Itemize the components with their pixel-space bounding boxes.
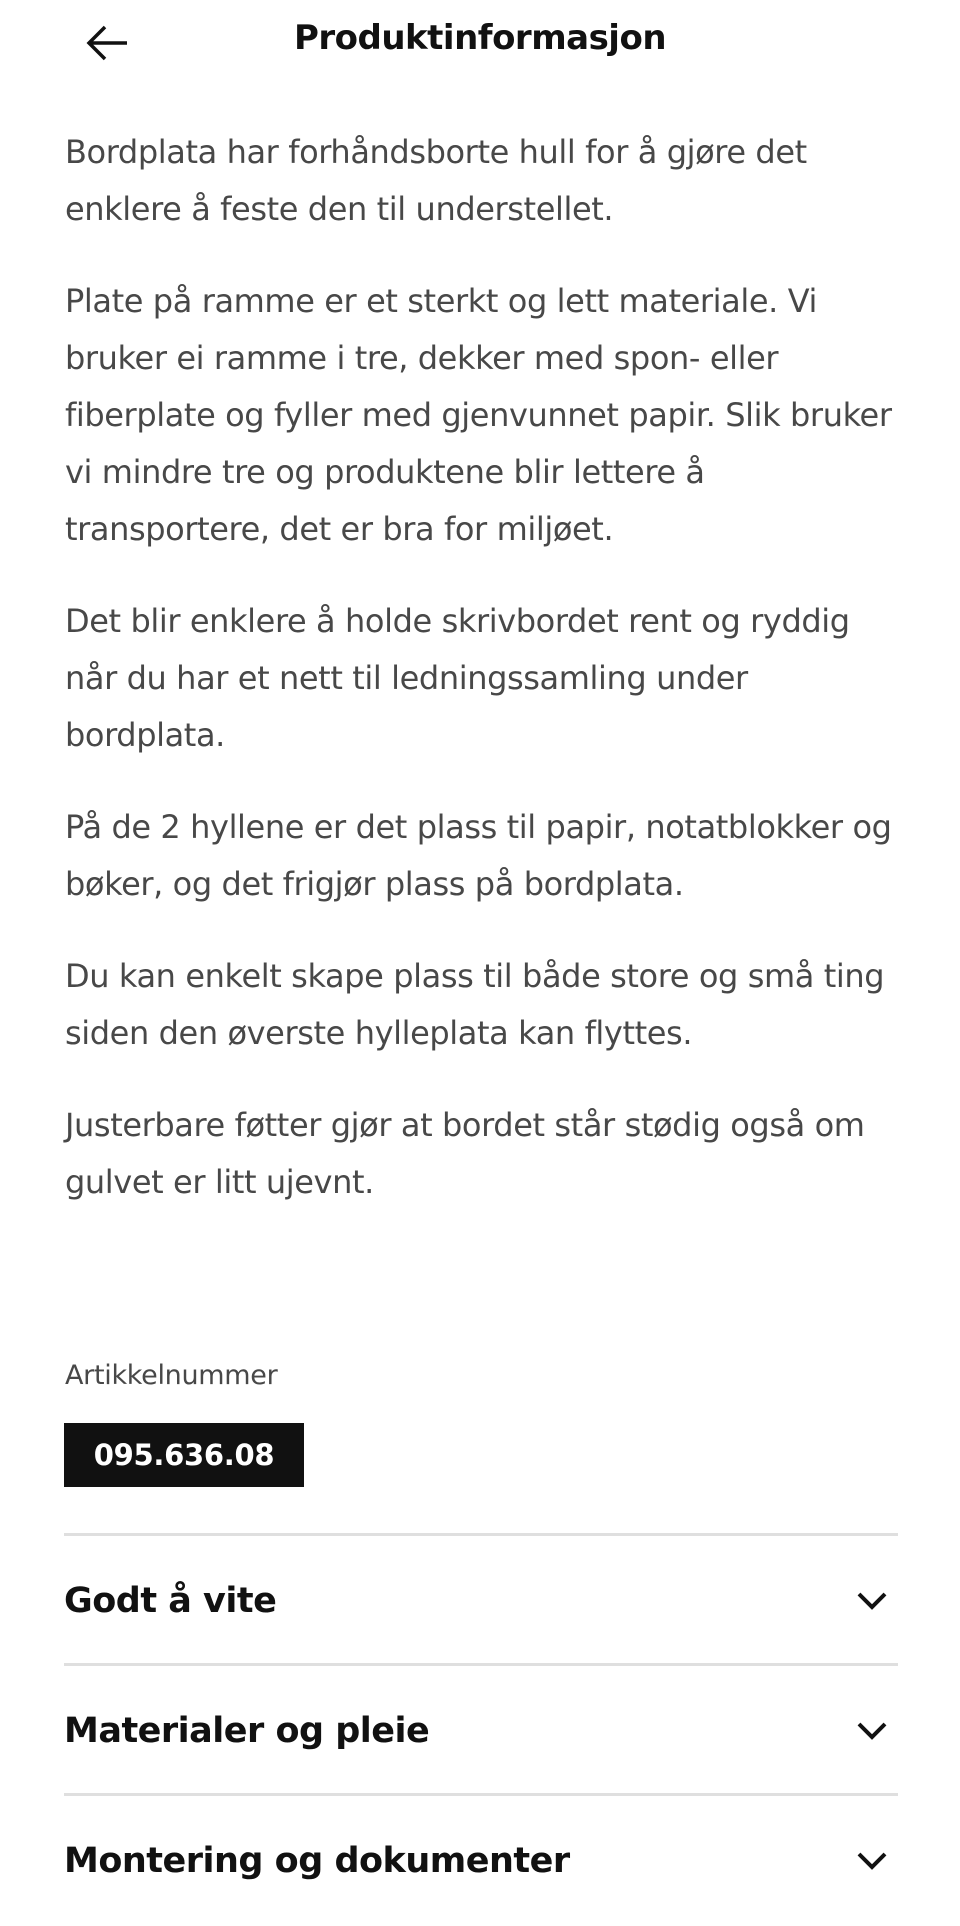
description-paragraph: Du kan enkelt skape plass til både store og små ting siden den øverste hylleplata kan flyttes. bbox=[65, 957, 885, 1052]
page-title: Produktinformasjon bbox=[293, 18, 667, 58]
accordion-good-to-know[interactable] bbox=[64, 1533, 898, 1666]
description-paragraph: Plate på ramme er et sterkt og lett materiale. Vi bruker ei ramme i tre, dekker med spon- eller fiberplate og fyller med gjenvunnet papir. Slik bruker vi mindre tre og produktene blir lettere å transportere, det er bra for miljøet. bbox=[65, 282, 892, 548]
accordion-materials-care[interactable] bbox=[64, 1663, 898, 1796]
description-paragraph: Det blir enklere å holde skrivbordet rent og ryddig når du har et nett til ledningssamling under bordplata. bbox=[65, 602, 850, 754]
chevron-down-icon bbox=[852, 1581, 892, 1621]
article-number-label: Artikkelnummer bbox=[65, 1360, 278, 1391]
description-paragraph: Bordplata har forhåndsborte hull for å gjøre det enklere å feste den til understellet. bbox=[65, 133, 807, 228]
accordion-label: Montering og dokumenter bbox=[64, 1841, 570, 1881]
chevron-down-icon bbox=[852, 1841, 892, 1881]
description-paragraph: På de 2 hyllene er det plass til papir, notatblokker og bøker, og det frigjør plass på bordplata. bbox=[65, 808, 892, 903]
product-description bbox=[65, 124, 905, 1246]
description-paragraph: Justerbare føtter gjør at bordet står stødig også om gulvet er litt ujevnt. bbox=[65, 1106, 865, 1201]
accordion-label: Godt å vite bbox=[64, 1581, 277, 1621]
accordion-label: Materialer og pleie bbox=[64, 1711, 430, 1751]
top-bar bbox=[0, 0, 960, 92]
chevron-down-icon bbox=[852, 1711, 892, 1751]
accordion-assembly-documents[interactable] bbox=[64, 1793, 898, 1926]
article-number-badge: 095.636.08 bbox=[64, 1423, 304, 1487]
